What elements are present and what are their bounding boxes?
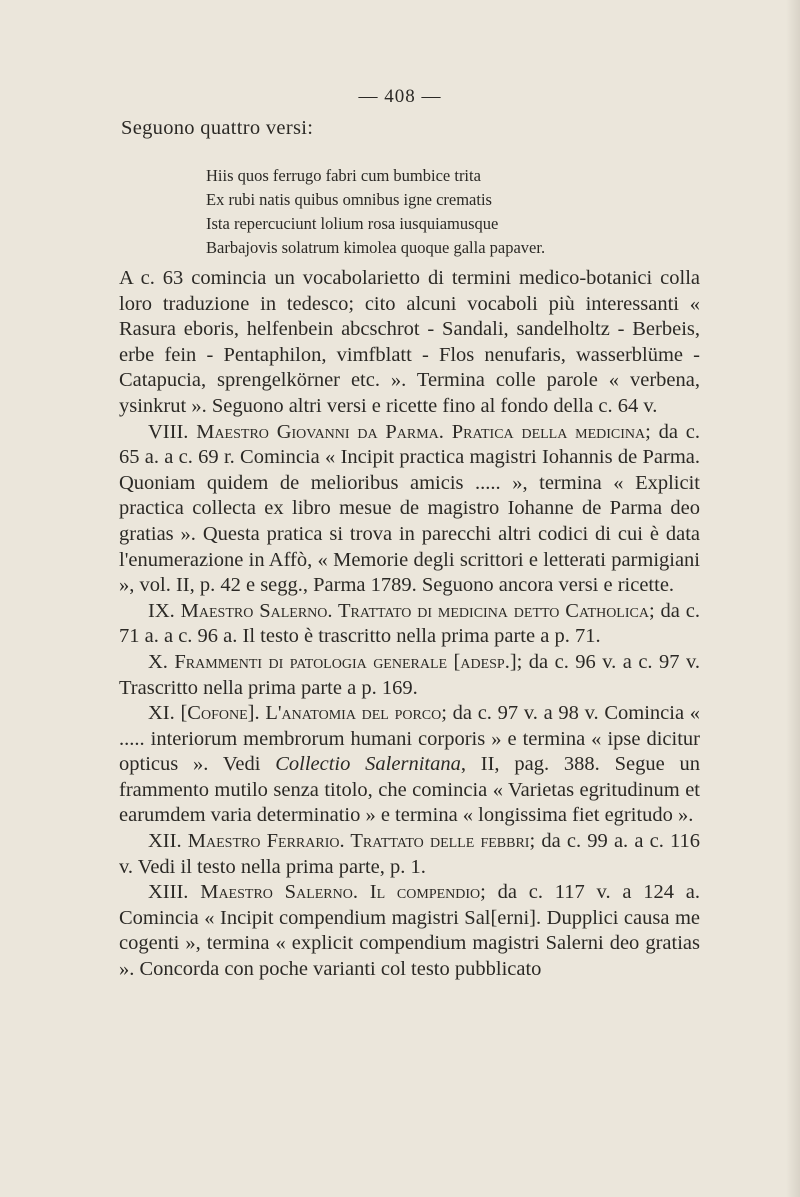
- paragraph-viii: [119, 420, 700, 599]
- section-title: Maestro Giovanni da Parma. Pratica della medicina: [196, 420, 646, 443]
- intro-line: Seguono quattro versi:: [121, 117, 314, 139]
- verse-line: Barbajovis solatrum kimolea quoque galla papaver.: [206, 238, 546, 257]
- section-author: [Cofone]: [180, 702, 255, 725]
- verse-line: Hiis quos ferrugo fabri cum bumbice trita: [206, 166, 481, 185]
- page-edge-shadow: [786, 0, 800, 1197]
- section-title: Maestro Salerno. Il compendio: [200, 881, 481, 904]
- section-number: XIII.: [148, 881, 189, 904]
- verse-line: Ista repercuciunt lolium rosa iusquiamusque: [206, 214, 499, 233]
- section-title: anatomia del porco: [281, 702, 442, 725]
- body-text: [119, 266, 700, 983]
- section-text: , II, pag. 388. Segue un frammento mutilo senza titolo, che comincia « Varietas egritudinum et earumdem varia determinatio » e termina « longissima fiet egritudo ».: [119, 753, 700, 827]
- latin-verses: [206, 164, 545, 260]
- paragraph-xi: [119, 701, 700, 829]
- section-number: XII.: [148, 830, 182, 853]
- section-title: Maestro Salerno. Trattato di medicina detto Catholica: [180, 599, 649, 622]
- paragraph-ix: [119, 599, 700, 650]
- section-title: Frammenti di patologia generale [adesp.]: [174, 650, 517, 673]
- section-title: Maestro Ferrario. Trattato delle febbri: [187, 830, 530, 853]
- section-number: XI.: [148, 702, 175, 725]
- section-text: ; da c. 71 a. a c. 96 a. Il testo è trascritto nella prima parte a p. 71.: [119, 599, 700, 648]
- section-text: ; da c. 96 v. a c. 97 v. Trascritto nella prima parte a p. 169.: [119, 650, 700, 699]
- verse-line: Ex rubi natis quibus omnibus igne crematis: [206, 190, 492, 209]
- section-text: . L': [254, 702, 282, 725]
- paragraph-x: [119, 650, 700, 701]
- italic-title: Collectio Salernitana: [275, 753, 461, 776]
- paragraph-xii: [119, 829, 700, 880]
- section-number: IX.: [148, 599, 175, 622]
- paragraph-xiii: [119, 880, 700, 982]
- paragraph-vocabolarietto: A c. 63 comincia un vocabolarietto di termini medico-botanici colla loro traduzione in tedesco; cito alcuni vocaboli più interessanti « Rasura eboris, helfenbein abcschrot - Sandali, sandelholtz - Berbeis, erbe fein - Pentaphilon, vimfblatt - Flos nenufaris, wasserblüme - Catapucia, sprengelkörner etc. ». Termina colle parole « verbena, ysinkrut ». Seguono altri versi e ricette fino al fondo della c. 64 v.: [119, 267, 700, 417]
- section-text: ; da c. 117 v. a 124 a. Comincia « Incipit compendium magistri Sal[erni]. Dupplici causa me cogenti », termina « explicit compendium magistri Salerni deo gratias ». Concorda con poche varianti col testo pubblicato: [119, 881, 701, 981]
- section-text: ; da c. 65 a. a c. 69 r. Comincia « Incipit practica magistri Iohannis de Parma. Quoniam quidem de melioribus amicis ..... », termina « Explicit practica collecta ex libro mesue de magistro Iohanne de Parma deo gratias ». Questa pratica si trova in parecchi altri codici di cui è data l'enumerazione in Affò, « Memorie degli scrittori e letterati parmigiani », vol. II, p. 42 e segg., Parma 1789. Seguono ancora versi e ricette.: [119, 420, 700, 597]
- section-number: VIII.: [148, 420, 189, 443]
- section-number: X.: [148, 650, 168, 673]
- page-number: — 408 —: [358, 86, 442, 107]
- section-text: ; da c. 97 v. a 98 v. Comincia « ..... interiorum membrorum humani corporis » e termina « ipse dicitur opticus ». Vedi: [119, 702, 701, 776]
- section-text: ; da c. 99 a. a c. 116 v. Vedi il testo nella prima parte, p. 1.: [119, 830, 701, 878]
